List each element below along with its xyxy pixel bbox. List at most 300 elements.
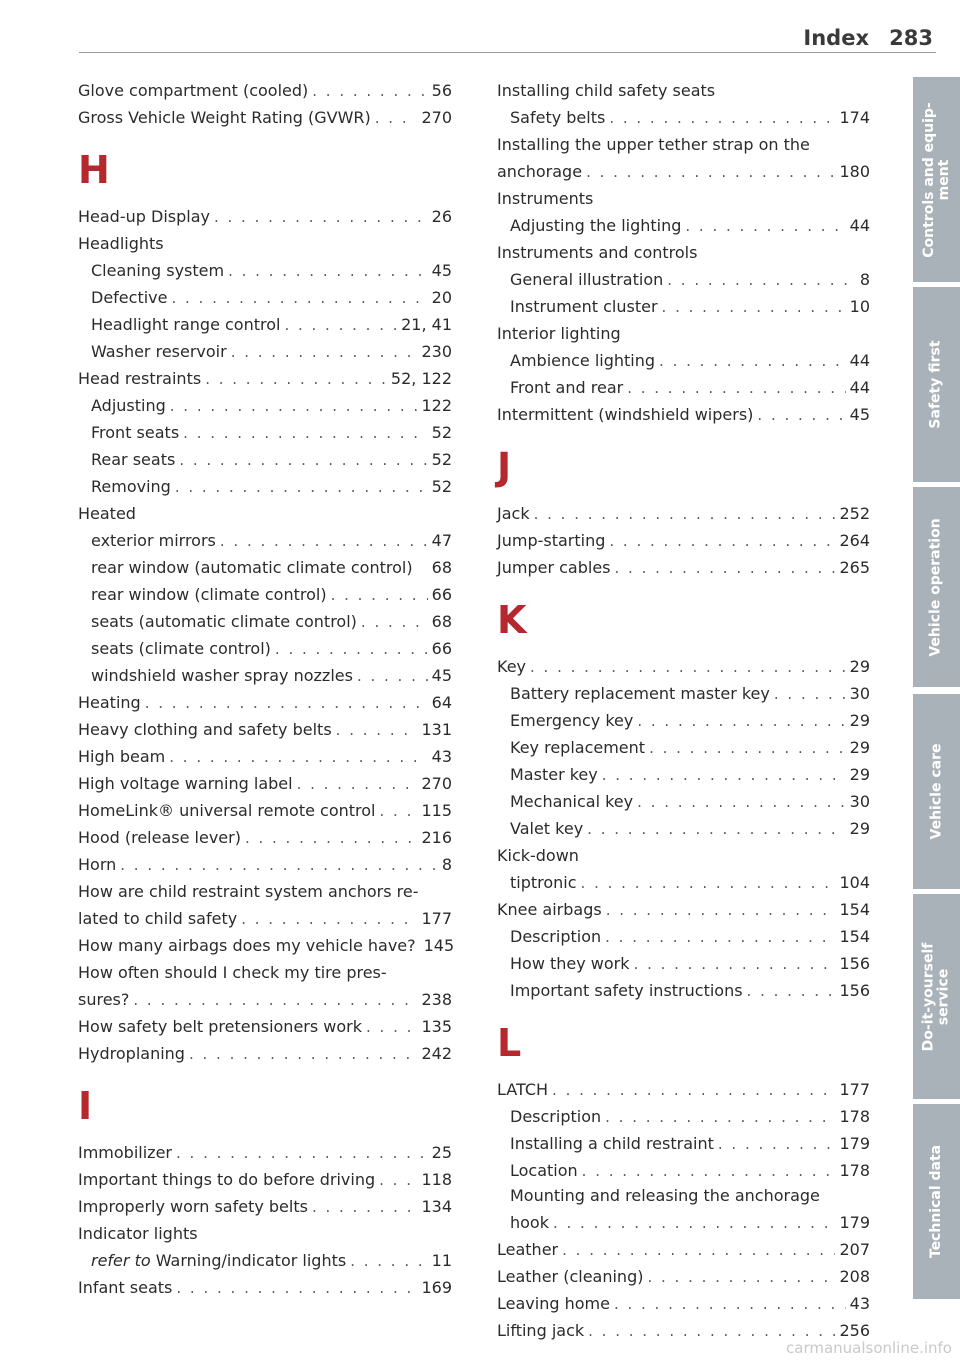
page-reference: 270 xyxy=(421,774,452,793)
index-entry xyxy=(497,375,870,400)
entry-label: Front and rear xyxy=(510,378,624,397)
entry-label: tiptronic xyxy=(510,873,577,892)
page-reference: 134 xyxy=(421,1197,452,1216)
entry-label: Defective xyxy=(91,288,168,307)
leader-dots xyxy=(228,259,428,284)
leader-dots xyxy=(175,475,428,500)
leader-dots xyxy=(170,394,418,419)
entry-label: Key replacement xyxy=(510,738,646,757)
leader-dots xyxy=(331,583,428,608)
leader-dots xyxy=(214,205,428,230)
page-reference: 30 xyxy=(849,684,870,703)
index-entry xyxy=(78,447,452,472)
index-entry xyxy=(78,285,452,310)
index-entry xyxy=(497,348,870,373)
entry-label: How safety belt pretensioners work xyxy=(78,1017,362,1036)
index-entry xyxy=(78,204,452,229)
page-number: 283 xyxy=(889,26,933,50)
index-heading: Installing the upper tether strap on the xyxy=(497,135,810,154)
entry-label: Improperly worn safety belts xyxy=(78,1197,308,1216)
index-entry xyxy=(78,663,452,688)
index-entry xyxy=(497,789,870,814)
leader-dots xyxy=(231,340,418,365)
entry-label: Leather xyxy=(497,1240,559,1259)
leader-dots xyxy=(757,403,845,428)
page-reference: 265 xyxy=(839,558,870,577)
page-reference: 52, 122 xyxy=(390,369,452,388)
page-reference: 45 xyxy=(431,666,452,685)
page-reference: 242 xyxy=(421,1044,452,1063)
entry-label: anchorage xyxy=(497,162,583,181)
leader-dots xyxy=(581,871,836,896)
entry-label: rear window (climate control) xyxy=(91,585,327,604)
page-reference: 44 xyxy=(849,216,870,235)
entry-label: Emergency key xyxy=(510,711,634,730)
entry-label: Rear seats xyxy=(91,450,176,469)
index-entry xyxy=(497,294,870,319)
leader-dots xyxy=(605,925,835,950)
index-heading: Indicator lights xyxy=(78,1224,198,1243)
page-reference: 52 xyxy=(431,477,452,496)
entry-label: Jack xyxy=(497,504,530,523)
index-entry xyxy=(78,258,452,283)
page-reference: 179 xyxy=(839,1213,870,1232)
leader-dots xyxy=(380,799,418,824)
entry-label: Infant seats xyxy=(78,1278,173,1297)
entry-label: Intermittent (windshield wipers) xyxy=(497,405,754,424)
index-entry xyxy=(78,1041,452,1066)
leader-dots xyxy=(634,952,836,977)
entry-label: Heavy clothing and safety belts xyxy=(78,720,332,739)
page-reference: 256 xyxy=(839,1321,870,1340)
leader-dots xyxy=(361,610,428,635)
index-entry xyxy=(497,924,870,949)
page-reference: 8 xyxy=(859,270,870,289)
index-entry xyxy=(497,978,870,1003)
leader-dots xyxy=(609,529,835,554)
section-tab-label: Technical data xyxy=(928,1144,944,1259)
entry-label: Headlight range control xyxy=(91,315,281,334)
index-heading: Headlights xyxy=(78,234,164,253)
page-reference: 264 xyxy=(839,531,870,550)
leader-dots xyxy=(605,1105,835,1130)
leader-dots xyxy=(284,313,397,338)
section-tab[interactable] xyxy=(913,487,960,687)
section-letter: J xyxy=(497,445,512,489)
entry-label: seats (climate control) xyxy=(91,639,271,658)
section-tab[interactable] xyxy=(913,694,960,889)
entry-label: Leather (cleaning) xyxy=(497,1267,644,1286)
section-letter: H xyxy=(78,148,110,192)
page-reference: 131 xyxy=(421,720,452,739)
page-reference: 44 xyxy=(849,351,870,370)
entry-label: Location xyxy=(510,1161,578,1180)
index-entry xyxy=(497,1104,870,1129)
entry-label: Battery replacement master key xyxy=(510,684,770,703)
page-reference: 145 xyxy=(423,936,455,955)
leader-dots xyxy=(609,106,835,131)
entry-label: Immobilizer xyxy=(78,1143,172,1162)
leader-dots xyxy=(241,907,417,932)
leader-dots xyxy=(179,448,427,473)
page-reference: 29 xyxy=(849,738,870,757)
entry-label: Heating xyxy=(78,693,141,712)
entry-label: Jumper cables xyxy=(497,558,611,577)
page-reference: 44 xyxy=(849,378,870,397)
index-heading: Interior lighting xyxy=(497,324,621,343)
page-reference: 169 xyxy=(421,1278,452,1297)
leader-dots xyxy=(552,1078,835,1103)
index-entry xyxy=(78,366,452,391)
entry-label: How they work xyxy=(510,954,630,973)
index-entry xyxy=(78,636,452,661)
leader-dots xyxy=(627,376,845,401)
page-reference: 230 xyxy=(421,342,452,361)
index-entry xyxy=(78,690,452,715)
page-reference: 104 xyxy=(839,873,870,892)
leader-dots xyxy=(171,286,427,311)
index-heading: How are child restraint system anchors re- xyxy=(78,882,419,901)
index-entry xyxy=(78,555,452,580)
index-entry xyxy=(78,825,452,850)
index-entry xyxy=(497,267,870,292)
leader-dots xyxy=(145,691,428,716)
section-tab[interactable] xyxy=(913,1104,960,1299)
leader-dots xyxy=(379,1168,417,1193)
page-reference: 68 xyxy=(431,558,452,577)
index-entry xyxy=(78,312,452,337)
page-reference: 45 xyxy=(849,405,870,424)
section-tab-label: Safety first xyxy=(928,340,944,429)
leader-dots xyxy=(366,1015,417,1040)
index-entry xyxy=(497,654,870,679)
page-reference: 29 xyxy=(849,765,870,784)
index-entry xyxy=(497,555,870,580)
entry-label: Jump-starting xyxy=(497,531,606,550)
index-entry xyxy=(497,159,870,184)
leader-dots xyxy=(176,1141,428,1166)
leader-dots xyxy=(774,682,846,707)
index-column-left xyxy=(78,76,455,1300)
index-entry xyxy=(497,762,870,787)
page-reference: 52 xyxy=(431,450,452,469)
index-entry xyxy=(78,1248,452,1273)
leader-dots xyxy=(220,529,428,554)
index-entry xyxy=(78,771,452,796)
page-reference: 154 xyxy=(839,900,870,919)
section-tab-label: Vehicle care xyxy=(928,743,945,840)
index-entry xyxy=(78,987,452,1012)
entry-label: Important things to do before driving xyxy=(78,1170,376,1189)
entry-label: How many airbags does my vehicle have? xyxy=(78,936,416,955)
index-heading: How often should I check my tire pres- xyxy=(78,963,387,982)
index-entry xyxy=(497,1291,870,1316)
leader-dots xyxy=(662,295,846,320)
index-entry xyxy=(497,897,870,922)
leader-dots xyxy=(336,718,418,743)
entry-label: Important safety instructions xyxy=(510,981,743,1000)
leader-dots xyxy=(176,1276,417,1301)
page-reference: 43 xyxy=(849,1294,870,1313)
index-entry xyxy=(78,933,455,958)
page-reference: 156 xyxy=(839,981,870,1000)
index-entry xyxy=(497,1131,870,1156)
entry-label: Glove compartment (cooled) xyxy=(78,81,309,100)
page-reference: 20 xyxy=(431,288,452,307)
page-reference: 178 xyxy=(839,1107,870,1126)
page-reference: 118 xyxy=(421,1170,452,1189)
index-entry xyxy=(78,1194,452,1219)
section-tab-label: Vehicle operation xyxy=(928,517,945,657)
index-entry xyxy=(78,717,452,742)
leader-dots xyxy=(534,502,836,527)
index-entry xyxy=(78,582,452,607)
leader-dots xyxy=(375,106,418,131)
page-reference: 8 xyxy=(441,855,452,874)
entry-label: Head-up Display xyxy=(78,207,210,226)
index-entry xyxy=(497,1264,870,1289)
header-rule xyxy=(79,52,936,53)
page-reference: 29 xyxy=(849,657,870,676)
entry-label: High voltage warning label xyxy=(78,774,293,793)
index-entry xyxy=(78,1275,452,1300)
page-reference: 238 xyxy=(421,990,452,1009)
index-entry xyxy=(78,420,452,445)
leader-dots xyxy=(649,736,846,761)
index-entry xyxy=(497,951,870,976)
leader-dots xyxy=(169,745,427,770)
page-reference: 177 xyxy=(421,909,452,928)
section-tab-label: Do-it-yourself service xyxy=(920,942,952,1051)
index-column-right xyxy=(497,76,870,1343)
entry-label: Front seats xyxy=(91,423,180,442)
index-entry xyxy=(78,1167,452,1192)
leader-dots xyxy=(615,556,836,581)
entry-label: Cleaning system xyxy=(91,261,225,280)
entry-label: Description xyxy=(510,927,602,946)
page-reference: 29 xyxy=(849,819,870,838)
entry-text xyxy=(91,1248,346,1273)
leader-dots xyxy=(133,988,417,1013)
index-entry xyxy=(78,744,452,769)
index-entry xyxy=(78,1014,452,1039)
index-entry xyxy=(497,501,870,526)
index-entry xyxy=(497,1237,870,1262)
entry-label: Head restraints xyxy=(78,369,202,388)
entry-label: Safety belts xyxy=(510,108,606,127)
entry-label: Hood (release lever) xyxy=(78,828,241,847)
entry-label: Installing a child restraint xyxy=(510,1134,714,1153)
leader-dots xyxy=(350,1249,427,1274)
page-reference: 56 xyxy=(431,81,452,100)
section-tab[interactable] xyxy=(913,287,960,482)
page-reference: 154 xyxy=(839,927,870,946)
entry-label: High beam xyxy=(78,747,166,766)
page-reference: 66 xyxy=(431,639,452,658)
entry-label: Removing xyxy=(91,477,171,496)
entry-label: Warning/indicator lights xyxy=(155,1251,347,1270)
index-entry xyxy=(78,1140,452,1165)
entry-label: exterior mirrors xyxy=(91,531,216,550)
section-letter: K xyxy=(497,598,527,642)
leader-dots xyxy=(685,214,845,239)
entry-label: Adjusting the lighting xyxy=(510,216,682,235)
section-tab[interactable] xyxy=(913,894,960,1099)
entry-label: hook xyxy=(510,1213,549,1232)
index-entry xyxy=(78,906,452,931)
entry-label: Horn xyxy=(78,855,117,874)
leader-dots xyxy=(718,1132,836,1157)
page-reference: 122 xyxy=(421,396,452,415)
page-reference: 64 xyxy=(431,693,452,712)
index-heading: Installing child safety seats xyxy=(497,81,716,100)
entry-label: Master key xyxy=(510,765,598,784)
leader-dots xyxy=(582,1159,836,1184)
page-reference: 43 xyxy=(431,747,452,766)
leader-dots xyxy=(312,1195,418,1220)
leader-dots xyxy=(602,763,846,788)
leader-dots xyxy=(747,979,836,1004)
entry-label: Leaving home xyxy=(497,1294,610,1313)
index-entry xyxy=(497,735,870,760)
index-entry xyxy=(497,816,870,841)
page-reference: 115 xyxy=(421,801,452,820)
page-reference: 156 xyxy=(839,954,870,973)
page-reference: 21, 41 xyxy=(401,315,452,334)
index-entry xyxy=(78,105,452,130)
index-entry xyxy=(78,393,452,418)
leader-dots xyxy=(530,655,846,680)
page-reference: 208 xyxy=(839,1267,870,1286)
leader-dots xyxy=(587,817,845,842)
leader-dots xyxy=(606,898,836,923)
entry-label: seats (automatic climate control) xyxy=(91,612,357,631)
leader-dots xyxy=(614,1292,846,1317)
page-reference: 179 xyxy=(839,1134,870,1153)
index-entry xyxy=(78,528,452,553)
entry-label: windshield washer spray nozzles xyxy=(91,666,353,685)
leader-dots xyxy=(637,709,845,734)
entry-label: Hydroplaning xyxy=(78,1044,185,1063)
watermark: carmanualsonline.info xyxy=(786,1339,952,1357)
leader-dots xyxy=(245,826,418,851)
entry-label: Valet key xyxy=(510,819,584,838)
index-heading: Instruments and controls xyxy=(497,243,698,262)
entry-label: Lifting jack xyxy=(497,1321,585,1340)
page-reference: 174 xyxy=(839,108,870,127)
index-entry xyxy=(78,78,452,103)
section-letter: L xyxy=(497,1021,522,1065)
index-entry xyxy=(497,1077,870,1102)
index-entry xyxy=(497,105,870,130)
index-entry xyxy=(497,213,870,238)
page-reference: 252 xyxy=(839,504,870,523)
page-reference: 177 xyxy=(839,1080,870,1099)
index-entry xyxy=(78,852,452,877)
leader-dots xyxy=(120,853,438,878)
index-entry xyxy=(497,708,870,733)
entry-label: Gross Vehicle Weight Rating (GVWR) xyxy=(78,108,371,127)
index-entry xyxy=(497,1210,870,1235)
page-reference: 11 xyxy=(431,1251,452,1270)
index-entry xyxy=(497,1158,870,1183)
leader-dots xyxy=(667,268,856,293)
entry-label: HomeLink® universal remote control xyxy=(78,801,376,820)
entry-label: Washer reservoir xyxy=(91,342,227,361)
entry-label: Ambience lighting xyxy=(510,351,656,370)
page-reference: 45 xyxy=(431,261,452,280)
index-entry xyxy=(497,528,870,553)
entry-label: Adjusting xyxy=(91,396,166,415)
leader-dots xyxy=(183,421,427,446)
page-reference: 178 xyxy=(839,1161,870,1180)
page-reference: 29 xyxy=(849,711,870,730)
index-heading: Heated xyxy=(78,504,136,523)
page-reference: 30 xyxy=(849,792,870,811)
page-reference: 207 xyxy=(839,1240,870,1259)
leader-dots xyxy=(297,772,418,797)
index-heading: Instruments xyxy=(497,189,594,208)
page-reference: 26 xyxy=(431,207,452,226)
leader-dots xyxy=(189,1042,417,1067)
index-entry xyxy=(78,474,452,499)
entry-label: lated to child safety xyxy=(78,909,238,928)
leader-dots xyxy=(586,160,835,185)
entry-label: Mechanical key xyxy=(510,792,634,811)
entry-label: Description xyxy=(510,1107,602,1126)
leader-dots xyxy=(637,790,846,815)
page-reference: 52 xyxy=(431,423,452,442)
page-reference: 270 xyxy=(421,108,452,127)
leader-dots xyxy=(647,1265,835,1290)
page-reference: 68 xyxy=(431,612,452,631)
entry-label: General illustration xyxy=(510,270,664,289)
index-entry xyxy=(497,870,870,895)
page-header xyxy=(79,26,936,50)
page-reference: 47 xyxy=(431,531,452,550)
index-entry xyxy=(78,798,452,823)
index-entry xyxy=(497,402,870,427)
page-reference: 180 xyxy=(839,162,870,181)
index-heading: Kick-down xyxy=(497,846,579,865)
leader-dots xyxy=(205,367,387,392)
see-reference-prefix: refer to xyxy=(91,1251,151,1270)
entry-label: LATCH xyxy=(497,1080,549,1099)
section-tab-label: Controls and equip- ment xyxy=(920,101,952,258)
index-heading: Mounting and releasing the anchorage xyxy=(510,1186,820,1205)
section-letter: I xyxy=(78,1084,93,1128)
index-entry xyxy=(78,339,452,364)
page-reference: 25 xyxy=(431,1143,452,1162)
leader-dots xyxy=(312,79,427,104)
page-reference: 216 xyxy=(421,828,452,847)
page-reference: 135 xyxy=(421,1017,452,1036)
index-entry xyxy=(497,681,870,706)
entry-label: rear window (automatic climate control) xyxy=(91,558,413,577)
entry-label: Instrument cluster xyxy=(510,297,658,316)
entry-label: Knee airbags xyxy=(497,900,602,919)
page-reference: 10 xyxy=(849,297,870,316)
header-title: Index xyxy=(803,26,869,50)
entry-label: sures? xyxy=(78,990,130,1009)
leader-dots xyxy=(562,1238,835,1263)
index-entry xyxy=(78,609,452,634)
entry-label: Key xyxy=(497,657,527,676)
leader-dots xyxy=(553,1211,835,1236)
page-reference: 66 xyxy=(431,585,452,604)
section-tab[interactable] xyxy=(913,77,960,282)
leader-dots xyxy=(275,637,428,662)
